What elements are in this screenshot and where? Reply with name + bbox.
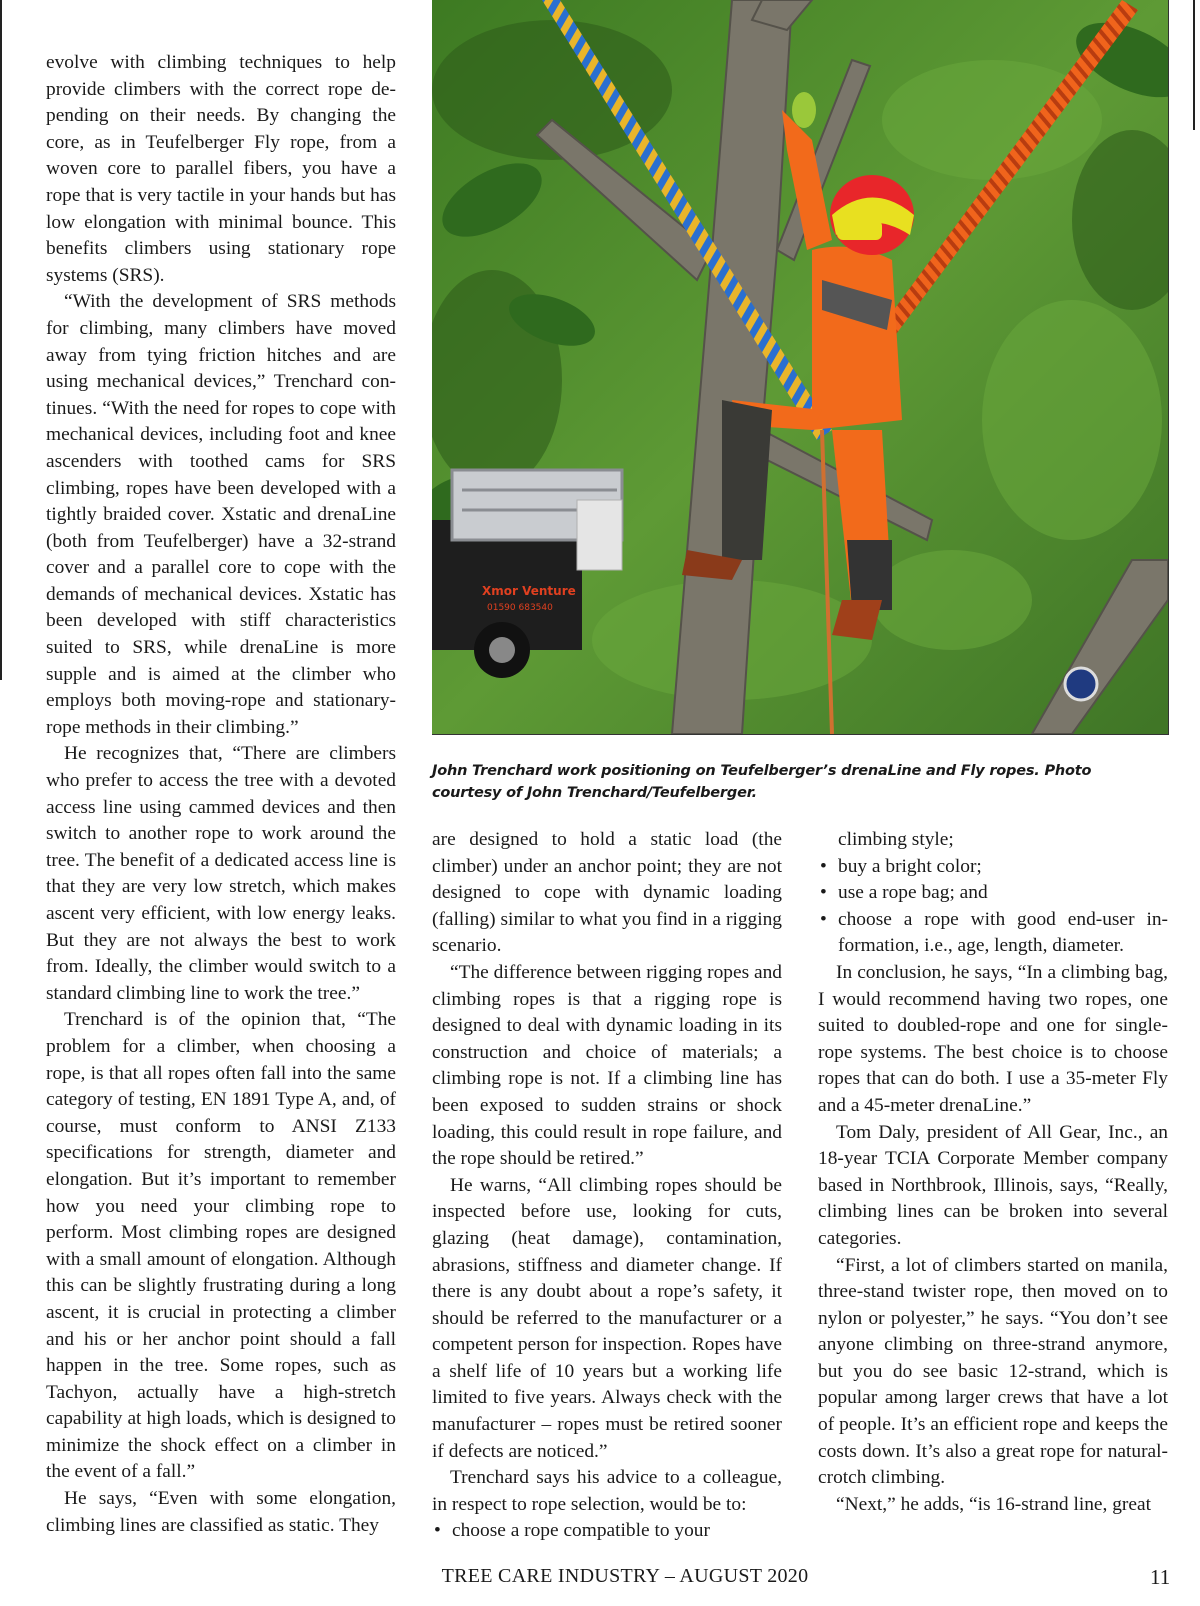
paragraph: He recognizes that, “There are climbers who prefer to access the tree with a devoted access line using cammed devices and then switch to another rope to work around the tree. The benefit of a dedicated access line is that they are very low stretch, which makes ascent very efficient, with low energy leaks. But they are not always the best to work from. Ideally, the climber would switch to a standard climbing line to work the tree.”	[46, 743, 396, 1004]
trailer-logo-text: Xmor Venture	[482, 584, 576, 598]
article-column-3	[818, 827, 1168, 1518]
right-edge-rule	[1193, 0, 1195, 130]
advice-list	[818, 854, 1168, 960]
paragraph: are designed to hold a static load (the climber) under an anchor point; they are not designed to cope with dynamic loading (falling) similar to what you find in a rigging scenario.	[432, 829, 782, 957]
trailer-phone-text: 01590 683540	[487, 603, 553, 613]
paragraph: Trenchard says his advice to a colleague, in respect to rope selection, would be to:	[432, 1467, 782, 1515]
paragraph: “First, a lot of climbers started on manila, three-stand twister rope, then moved on to nylon or polyester,” he says. “You don’t see anyone climbing on three-strand anymore, but you do see basic 12-strand, which is popular among larger crews that have a lot of people. It’s an efficient rope and keeps the costs down. It’s also a great rope for natural-crotch climbing.	[818, 1254, 1168, 1489]
paragraph: “Next,” he adds, “is 16-strand line, great	[836, 1493, 1151, 1515]
publication-footer: TREE CARE INDUSTRY – AUGUST 2020	[441, 1565, 809, 1587]
paragraph: In conclusion, he says, “In a climbing bag, I would recommend having two ropes, one suited to doubled-rope and one for single-rope systems. The best choice is to choose ropes that can do both. I use a 35-meter Fly and a 45-meter drenaLine.”	[818, 961, 1168, 1116]
list-item: • choose a rope compatible to your	[432, 1518, 782, 1545]
list-item: • choose a rope with good end-user information, i.e., age, length, diameter.	[818, 907, 1168, 960]
paragraph: He says, “Even with some elongation, climbing lines are classified as static. They	[46, 1488, 396, 1536]
paragraph: Tom Daly, president of All Gear, Inc., an 18-year TCIA Corporate Member company based in Northbrook, Illinois, says, “Really, climbing lines can be broken into several categories.	[818, 1121, 1168, 1249]
paragraph: “The difference between rigging ropes and climbing ropes is that a rigging rope is designed to deal with dynamic loading in its construction and choice of materials; a climbing rope is not. If a climbing line has been exposed to sudden strains or shock loading, this could result in rope failure, and the rope should be retired.”	[432, 961, 782, 1170]
list-item-continuation: climbing style;	[838, 829, 954, 850]
paragraph: “With the development of SRS methods for climbing, many climbers have moved away from tying friction hitches and are using mechanical devices,” Trenchard continues. “With the need for ropes to cope with mechanical devices, including foot and knee ascenders with toothed cams for SRS climbing, ropes have been developed with a tightly braided cover. Xstatic and drenaLine (both from Teufelberger) have a 32-strand cover and a parallel core to cope with the demands of mechanical devices. Xstatic has been developed with stiff characteristics suited to SRS, while drenaLine is more supple and is aimed at the climber who employs both moving-rope and stationary-rope methods in their climbing.”	[46, 291, 396, 738]
climber-photo-illustration	[432, 0, 1168, 734]
article-column-2	[432, 827, 782, 1545]
left-edge-rule	[0, 0, 2, 680]
paragraph: Trenchard is of the opinion that, “The problem for a climber, when choosing a rope, is that all ropes often fall into the same category of testing, EN 1891 Type A, and, of course, must conform to ANSI Z133 specifications for strength, diameter and elongation. But it’s important to remember how you need your climbing rope to perform. Most climbing ropes are designed with a small amount of elongation. Although this can be slightly frustrating during a long ascent, it is crucial in protecting a climber and his or her anchor point should a fall happen in the tree. Some ropes, such as Tachyon, actually have a high-stretch capability at high loads, which is designed to minimize the shock effect on a climber in the event of a fall.”	[46, 1009, 396, 1483]
article-photo	[432, 0, 1169, 735]
paragraph: evolve with climbing techniques to help provide climbers with the correct rope depending on their needs. By changing the core, as in Teufelberger Fly rope, from a woven core to parallel fibers, you have a rope that is very tactile in your hands but has low elongation with minimal bounce. This benefits climbers using stationary rope systems (SRS).	[46, 52, 396, 286]
watermark-icon	[1065, 668, 1097, 700]
photo-caption: John Trenchard work positioning on Teufelberger’s drenaLine and Fly ropes. Photo courtesy of John Trenchard/Teufelberger.	[432, 763, 1092, 801]
paragraph: He warns, “All climbing ropes should be inspected before use, looking for cuts, glazing (heat damage), contamination, abrasions, stiffness and diameter change. If there is any doubt about a rope’s safety, it should be referred to the manufacturer or a competent person for inspection. Ropes have a shelf life of 10 years but a working life limited to five years. Always check with the manufacturer – ropes must be retired sooner if defects are noticed.”	[432, 1174, 782, 1462]
page-number: 11	[1150, 1565, 1171, 1589]
advice-list	[432, 1518, 782, 1545]
list-item: • use a rope bag; and	[818, 880, 1168, 907]
article-column-1	[46, 50, 396, 1539]
list-item: • buy a bright color;	[818, 854, 1168, 881]
